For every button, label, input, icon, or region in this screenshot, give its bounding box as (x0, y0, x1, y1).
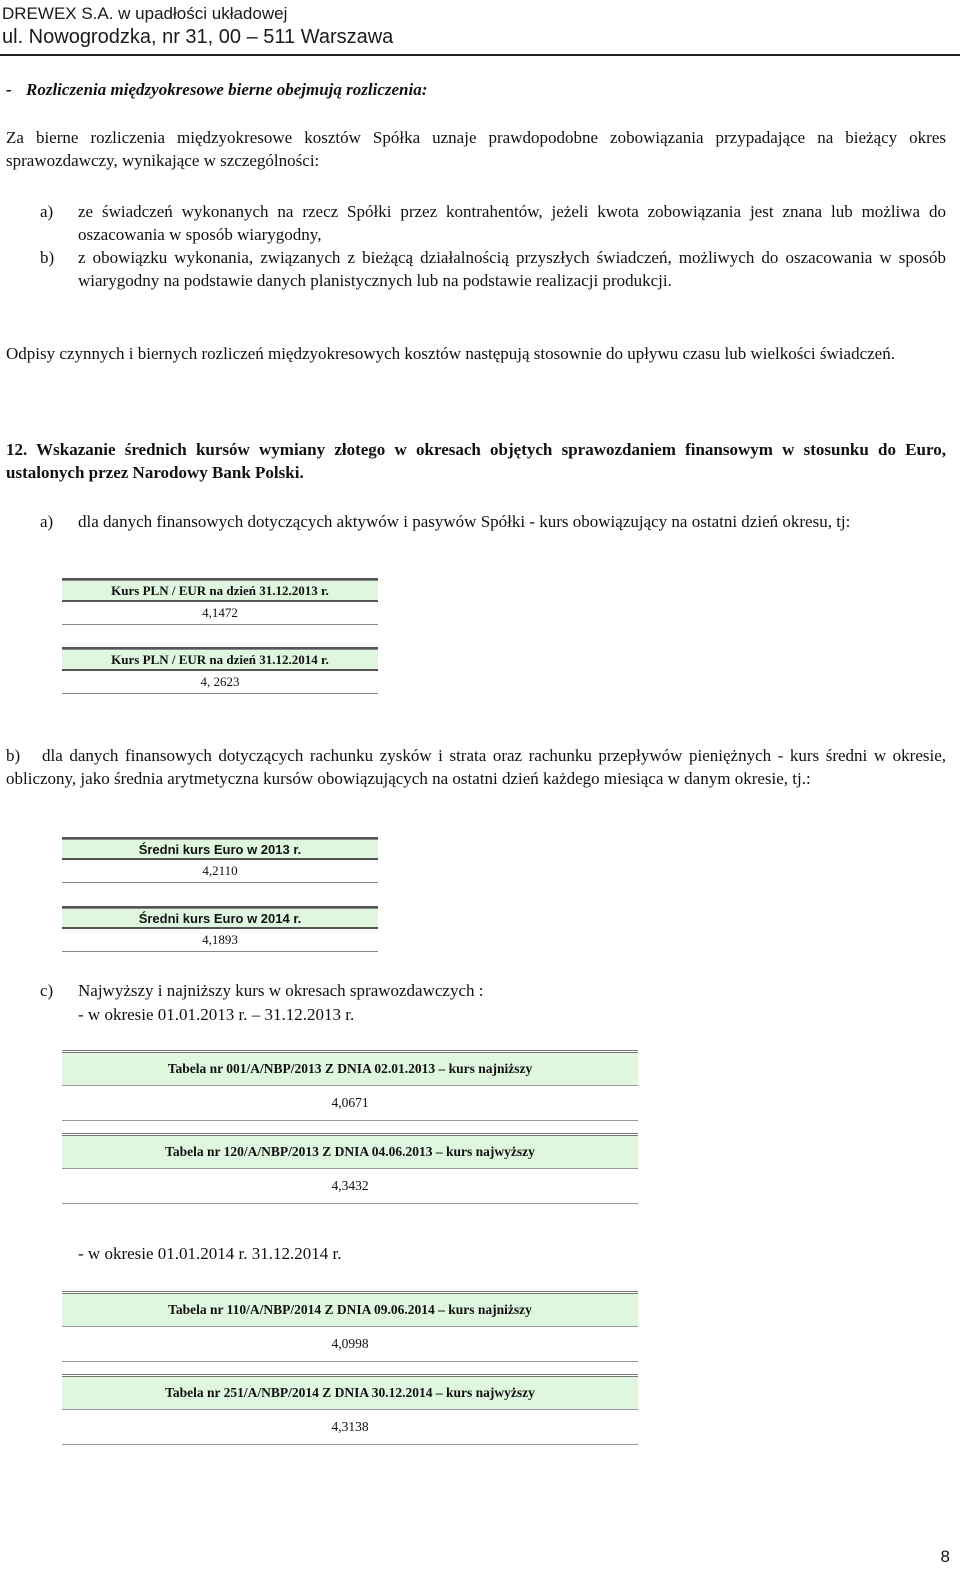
company-name: DREWEX S.A. w upadłości układowej (2, 4, 288, 23)
page-number: 8 (940, 1547, 950, 1566)
table-sredni-2013 (62, 837, 378, 883)
table-kurs-2014-value: 4, 2623 (62, 671, 378, 694)
s12-c-marker: c) (40, 981, 54, 1000)
table-kurs-2013-value: 4,1472 (62, 602, 378, 625)
table-nbp-2013-min (62, 1050, 638, 1121)
table-nbp-2013-max (62, 1133, 638, 1204)
s12-b-text: dla danych finansowych dotyczących rachunku zysków i strata oraz rachunku przepływów pieniężnych - kurs średni w okresie, obliczony, jako średnia arytmetyczna kursów obowiązujących na ostatni dzień każdego miesiąca w danym okresie, tj.: (6, 746, 946, 788)
table-nbp-2014-min-value: 4,0998 (62, 1327, 638, 1362)
table-sredni-2013-value: 4,2110 (62, 860, 378, 883)
s12-a-marker: a) (40, 512, 54, 531)
biern-heading: Rozliczenia międzyokresowe bierne obejmują rozliczenia: (26, 80, 428, 99)
dash-marker: - (6, 80, 12, 99)
period-2014: - w okresie 01.01.2014 r. 31.12.2014 r. (78, 1244, 342, 1263)
table-kurs-2013 (62, 578, 378, 625)
table-nbp-2013-max-header: Tabela nr 120/A/NBP/2013 Z DNIA 04.06.2013 – kurs najwyższy (62, 1136, 638, 1169)
table-kurs-2014-header: Kurs PLN / EUR na dzień 31.12.2014 r. (62, 649, 378, 671)
period-2013: - w okresie 01.01.2013 r. – 31.12.2013 r. (78, 1005, 355, 1024)
table-nbp-2014-max-value: 4,3138 (62, 1410, 638, 1445)
table-nbp-2014-max-header: Tabela nr 251/A/NBP/2014 Z DNIA 30.12.2014 – kurs najwyższy (62, 1377, 638, 1410)
item-b-text: z obowiązku wykonania, związanych z bieżącą działalnością przyszłych świadczeń, możliwych do oszacowania w sposób wiarygodny na podstawie danych planistycznych lub na podstawie realizacji produkcji. (78, 248, 946, 290)
table-nbp-2014-min-header: Tabela nr 110/A/NBP/2014 Z DNIA 09.06.2014 – kurs najniższy (62, 1294, 638, 1327)
table-sredni-2014-header: Średni kurs Euro w 2014 r. (62, 908, 378, 929)
table-sredni-2014 (62, 906, 378, 952)
company-address: ul. Nowogrodzka, nr 31, 00 – 511 Warszawa (2, 26, 394, 48)
table-nbp-2013-min-value: 4,0671 (62, 1086, 638, 1121)
header-divider (0, 54, 960, 56)
section-12-heading: 12. Wskazanie średnich kursów wymiany złotego w okresach objętych sprawozdaniem finansowym w stosunku do Euro, ustalonych przez Narodowy Bank Polski. (6, 440, 946, 482)
item-a-text: ze świadczeń wykonanych na rzecz Spółki przez kontrahentów, jeżeli kwota zobowiązania jest znana lub możliwa do oszacowania w sposób wiarygodny, (78, 202, 946, 244)
s12-c-text: Najwyższy i najniższy kurs w okresach sprawozdawczych : (78, 981, 484, 1000)
table-kurs-2013-header: Kurs PLN / EUR na dzień 31.12.2013 r. (62, 580, 378, 602)
table-nbp-2013-min-header: Tabela nr 001/A/NBP/2013 Z DNIA 02.01.2013 – kurs najniższy (62, 1053, 638, 1086)
table-nbp-2014-max (62, 1374, 638, 1445)
table-nbp-2013-max-value: 4,3432 (62, 1169, 638, 1204)
table-sredni-2014-value: 4,1893 (62, 929, 378, 952)
s12-a-text: dla danych finansowych dotyczących aktywów i pasywów Spółki - kurs obowiązujący na ostatni dzień okresu, tj: (78, 512, 851, 531)
item-b-marker: b) (40, 248, 55, 267)
biern-intro: Za bierne rozliczenia międzyokresowe kosztów Spółka uznaje prawdopodobne zobowiązania przypadające na bieżący okres sprawozdawczy, wynikające w szczególności: (6, 128, 946, 170)
s12-b-marker: b) (6, 746, 21, 765)
table-kurs-2014 (62, 647, 378, 694)
odpisy-paragraph: Odpisy czynnych i biernych rozliczeń międzyokresowych kosztów następują stosownie do upływu czasu lub wielkości świadczeń. (6, 344, 895, 363)
table-nbp-2014-min (62, 1291, 638, 1362)
table-sredni-2013-header: Średni kurs Euro w 2013 r. (62, 839, 378, 860)
item-a-marker: a) (40, 202, 54, 221)
